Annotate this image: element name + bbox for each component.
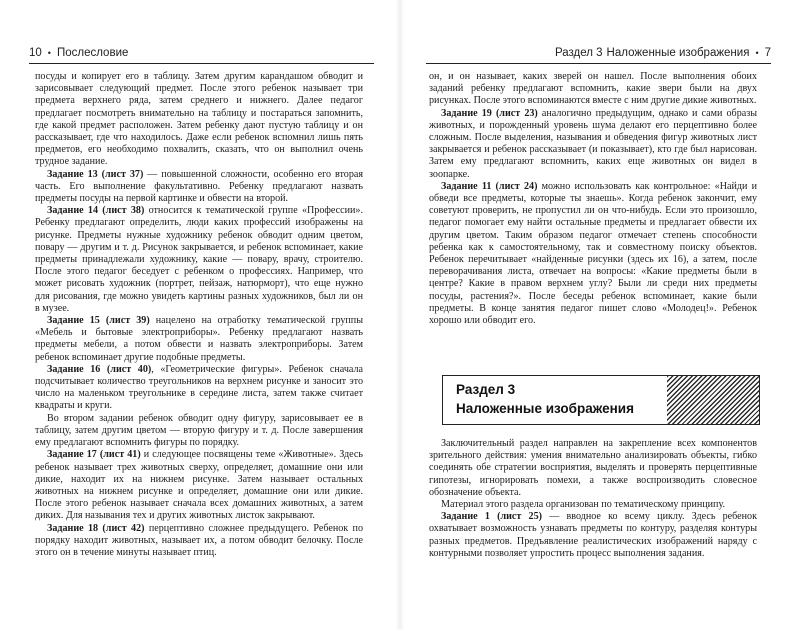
paragraph (429, 108, 757, 181)
section-heading-number: Раздел 3 (456, 382, 516, 397)
paragraph (429, 71, 757, 108)
header-rule (426, 63, 771, 64)
paragraph-text: он, и он называет, каких зверей он нашел. После выполнения обоих заданий ребенку предлагают вспомнить, какие звери были на двух рисунках. После этого вспоминаются вместе с ним другие дикие животных. (429, 71, 757, 107)
paragraph (429, 438, 757, 499)
paragraph (35, 315, 363, 364)
running-head-left (29, 45, 128, 61)
bullet-separator: • (47, 48, 51, 58)
paragraph-text: нацелено на отработку тематической группы «Мебель и бытовые электроприборы». Ребенку предлагают назвать предметы мебели, а потом обвести и назвать электроприборы. Затем ребенок вспоминает другие подобные предметы. (35, 315, 363, 363)
paragraph-text: можно использовать как контрольное: «Найди и обведи все предметы, которые ты знаешь». Когда ребенок закончит, ему советуют проверить, не пропустил ли он что-нибудь. Если это произошло, педагог помогает ему найти остальные предметы и предлагает обвести их другим цветом. Таким образом педагог отмечает степень способности ребенка как к самостоятельному, так и совместному поиску объектов. Ребенок перечитывает «найденные рисунки (здесь их 16), а затем, после переворачивания листа, отвечает на вопросы: «Какие предметы были в центре? Какие в правом верхнем углу? Были ли среди них предметы посуды, растения?». После беседы ребенок вспоминает, какие были предметы. В конце занятия педагог пишет слово «Молодец!». Ребенок хорошо или обводит его. (429, 180, 757, 327)
section-heading-box (442, 375, 760, 425)
task-label: Задание 11 (лист 24) (441, 180, 538, 192)
paragraph-text: относится к тематической группе «Профессии». Ребенку предлагают определить, люди каких профессий изображены на рисунке. Предметы нужные художнику ребенок обводит одним цветом, повару — другим и т. д. Рисунок закрывается, и ребенок вспоминает, какие предметы принадлежали художнику, какие — повару, врачу, строителю. После этого педагог беседует с ребенком о профессиях. Например, что может рисовать художник (портрет, пейзаж, натюрморт), что еще нужно для рисования, где можно увидеть картины разных художников, был ли он в музее. (35, 205, 364, 314)
section-heading-title: Наложенные изображения (456, 401, 634, 416)
task-label: Задание 1 (лист 25) (441, 511, 543, 523)
task-label: Задание 13 (лист 37) (47, 168, 144, 180)
task-label: Задание 17 (лист 41) (47, 449, 141, 461)
task-label: Задание 15 (лист 39) (47, 315, 150, 327)
paragraph (35, 413, 363, 450)
running-head-title: Послесловие (56, 47, 129, 59)
paragraph-text: и следующее посвящены теме «Животные». Здесь ребенок называет трех животных сверху, определяет, домашние они или дикие, находит их на нижнем рисунке. Затем называет остальных животных на нижнем рисунке и определяет, домашние они или дикие. После этого ребенок называет сначала всех домашних животных, а затем диких. Для называния тех и других животных листок закрывают. (35, 449, 363, 522)
paragraph (35, 205, 363, 315)
paragraph (429, 499, 757, 511)
task-label: Задание 16 (лист 40) (47, 363, 152, 375)
paragraph-text: Заключительный раздел направлен на закрепление всех компонентов зрительного действия: умения внимательно анализировать объекты, гибко соединять обе стратегии восприятия, выделять и проверять перцептивные гипотезы, игнорировать помехи, а также воспроизводить словесное обозначение объекта. (429, 438, 757, 498)
paragraph-text: Во втором задании ребенок обводит одну фигуру, зарисовывает ее в таблицу, затем другим цветом — вторую фигуру и т. д. После завершения ему предлагают вспомнить фигуры по порядку. (35, 412, 363, 449)
paragraph (429, 181, 757, 327)
page-number: 7 (764, 47, 771, 59)
paragraph-text: Материал этого раздела организован по тематическому принципу. (441, 499, 726, 511)
task-label: Задание 18 (лист 42) (47, 522, 145, 534)
paragraph (35, 523, 363, 560)
paragraph (35, 364, 363, 413)
paragraph-text: — вводное ко всему циклу. Здесь ребенок охватывает возможность узнавать предметы по контуру, разделяя контуры разных предметов. Предъявление реалистических изображений наряду с контурными позволяет упростить процесс выполнения задания. (429, 511, 757, 559)
header-rule (29, 63, 374, 64)
paragraph (35, 169, 363, 206)
paragraph-text: , «Геометрические фигуры». Ребенок сначала подсчитывает количество треугольников на верхнем рисунке и заносит это число на маленьком треугольнике в середине листа, затем также считает квадраты и круги. (35, 363, 363, 412)
paragraph (429, 511, 757, 560)
running-head-section: Раздел 3 (554, 47, 603, 59)
paragraph-text: перцептивно сложнее предыдущего. Ребенок по порядку находит животных, называет их, а потом обводит белочку. После этого он в течение минуты называет птиц. (35, 522, 363, 558)
right-page-text (429, 71, 757, 327)
paragraph (35, 71, 363, 169)
left-page-text (35, 71, 363, 559)
running-head-title: Наложенные изображения (606, 47, 750, 59)
task-label: Задание 19 (лист 23) (441, 107, 538, 119)
task-label: Задание 14 (лист 38) (47, 205, 145, 217)
running-head-right (555, 45, 771, 61)
page-number: 10 (29, 47, 42, 59)
right-page (400, 0, 800, 630)
bullet-separator: • (755, 48, 759, 58)
paragraph-text: аналогично предыдущим, однако и сами образы животных, и порожденный уровень шума делают его перцептивно более сложным. После выделения, называния и обведения фигур животных лист закрывается и ребенок рассказывает (и показывает), кто где был нарисован. Затем ему предлагают вспомнить, каких еще животных он видел в зоопарке. (429, 107, 757, 180)
paragraph (35, 449, 363, 522)
right-page-text-after-heading (429, 438, 757, 560)
paragraph-text: посуды и копирует его в таблицу. Затем другим карандашом обводит и зарисовывает следующий предмет. После этого ребенок называет три предмета верхнего ряда, затем среднего и нижнего. Далее педагог предлагает посмотреть внимательно на таблицу и постараться запомнить, где какой предмет расположен. Затем ребенку дают пустую таблицу и он рассказывает, где что находилось. Даже если ребенок вспомнил лишь пять предметов, его необходимо похвалить, сказать, что он выполнил очень трудное задание. (35, 71, 363, 168)
paragraph-text: — повышенной сложности, особенно его вторая часть. Его выполнение факультативно. Ребенку предлагают назвать предметы посуды на первой картинке и обвести на второй. (35, 168, 363, 205)
